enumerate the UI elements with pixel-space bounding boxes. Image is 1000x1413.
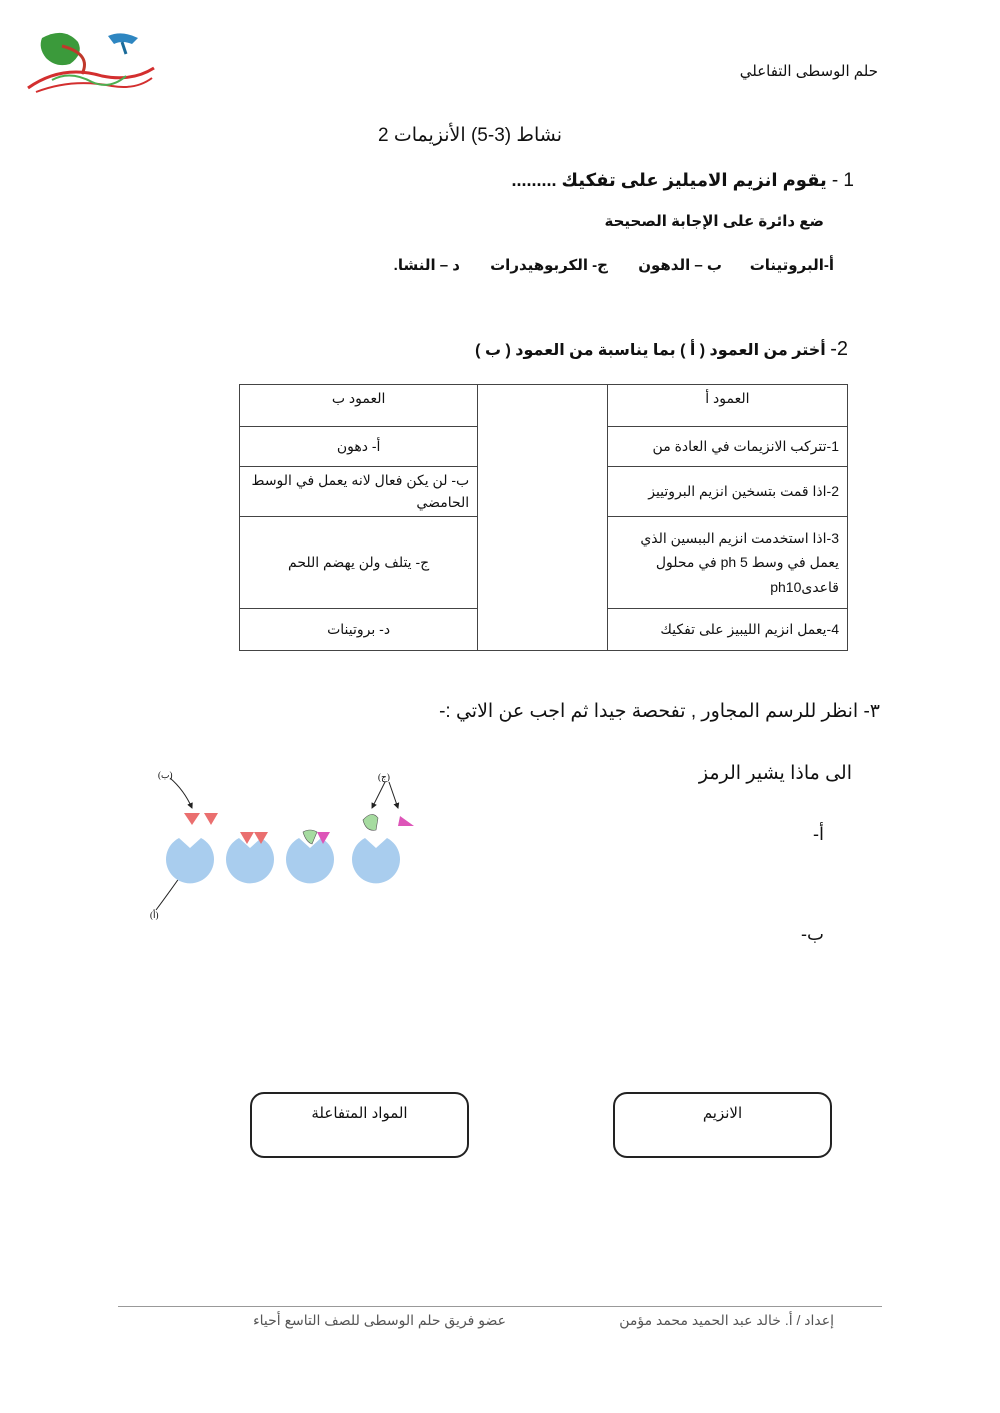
label-c: (ج) [378, 772, 390, 782]
logo [22, 24, 162, 98]
column-b-header: العمود ب [240, 385, 478, 427]
product-shape [363, 814, 378, 830]
enzyme-shape [226, 838, 274, 883]
arrow-c-right [389, 782, 398, 808]
option-c[interactable]: ج- الكربوهيدرات [490, 257, 608, 274]
page-title: نشاط (3-5) الأنزيمات 2 [377, 125, 562, 146]
column-a-cell: 1-تتركب الانزيمات في العادة من [607, 427, 847, 467]
arrow-c-left [372, 782, 385, 808]
question-3-ask: الى ماذا يشير الرمز [698, 763, 852, 784]
footer-divider [118, 1306, 882, 1307]
question-2 [475, 338, 848, 361]
reactants-box[interactable]: المواد المتفاعلة [250, 1092, 469, 1158]
enzyme-shape [286, 838, 334, 883]
substrate-shape [184, 813, 200, 825]
question-1-instruction: ضع دائرة على الإجابة الصحيحة [604, 213, 824, 230]
product-shape [303, 830, 317, 844]
question-1-number: 1 - [831, 170, 854, 191]
question-3: ٣- انظر للرسم المجاور , تفحصة جيدا ثم اجب عن الاتي :- [439, 701, 880, 722]
footer-prepared-by: إعداد / أ. خالد عبد الحميد محمد مؤمن [619, 1312, 834, 1328]
column-a-cell: 4-يعمل انزيم الليبيز على تفكيك [607, 608, 847, 650]
column-b-cell: د- بروتينات [240, 608, 478, 650]
footer-team: عضو فريق حلم الوسطى للصف التاسع أحياء [253, 1312, 506, 1328]
question-2-text: أختر من العمود ( أ ) بما يناسبة من العمود ( ب ) [475, 342, 826, 359]
question-2-number: 2- [830, 338, 848, 360]
option-b[interactable]: ب – الدهون [638, 257, 722, 274]
answer-b-label: ب- [801, 924, 824, 944]
enzyme-box[interactable]: الانزيم [613, 1092, 832, 1158]
answer-a-label: أ- [813, 824, 824, 844]
option-d[interactable]: د – النشا. [393, 257, 460, 274]
enzyme-diagram [140, 760, 440, 930]
column-b-cell: ب- لن يكن فعال لانه يعمل في الوسط الحامضي [240, 467, 478, 517]
matching-table [239, 384, 848, 651]
product-shape [398, 816, 414, 826]
answer-column[interactable] [478, 385, 608, 651]
header-brand: حلم الوسطى التفاعلي [739, 63, 878, 80]
column-b-cell: أ- دهون [240, 427, 478, 467]
substrate-shape [204, 813, 218, 825]
column-a-cell: 3-اذا استخدمت انزيم الببسين الذي يعمل في وسط ph 5 في محلول قاعدىph10 [607, 516, 847, 608]
question-1-text: يقوم انزيم الاميليز على تفكيك ......... [511, 170, 827, 190]
arrow-b [170, 778, 192, 808]
column-a-header: العمود أ [607, 385, 847, 427]
option-a[interactable]: أ-البروتينات [749, 257, 834, 274]
column-b-cell: ج- يتلف ولن يهضم اللحم [240, 516, 478, 608]
question-1 [511, 170, 854, 192]
enzyme-shape [166, 838, 214, 883]
enzyme-shape [352, 838, 400, 883]
label-b: (ب) [158, 770, 173, 780]
column-a-cell: 2-اذا قمت بتسخين انزيم البروتييز [607, 467, 847, 517]
label-a: (أ) [150, 910, 159, 920]
